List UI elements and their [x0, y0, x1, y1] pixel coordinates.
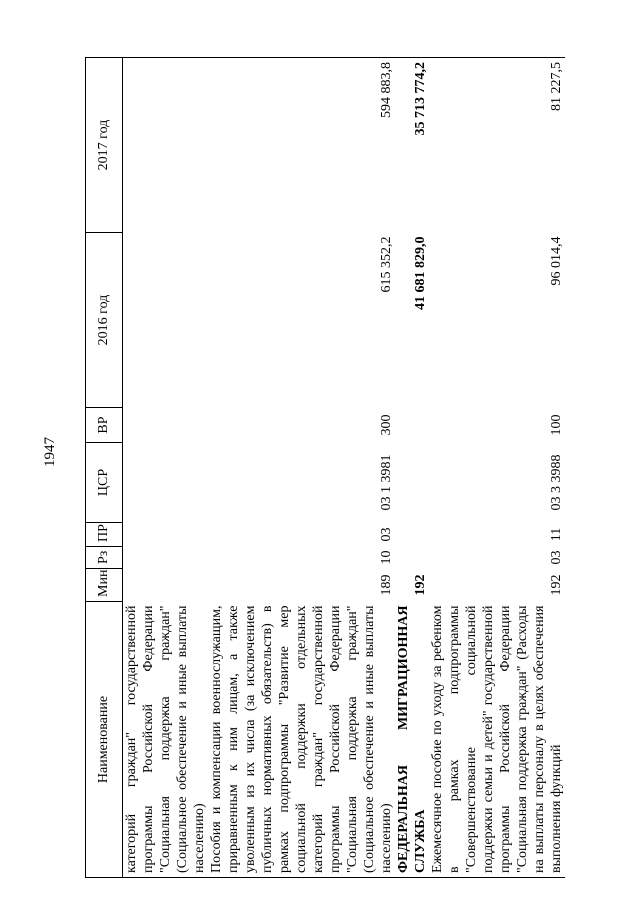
row-name: Ежемесячное пособие по уходу за ребенком в рамках подпрограммы "Совершенствование социальной поддержки семьи и детей" государственной программы Российской Федерации "Социальная поддержка граждан" (Расходы на выплаты персоналу в целях обеспечения выполнения функций: [429, 602, 565, 878]
row-min: 189: [379, 574, 394, 596]
row-2016: 41 681 829,0: [413, 236, 428, 310]
header-2017: 2017 год: [86, 58, 123, 233]
row-vr: [123, 408, 209, 443]
row-pr: 11: [549, 527, 564, 542]
table-row: [208, 58, 395, 878]
row-pr: 03: [379, 527, 394, 542]
rotated-table-container: [85, 58, 610, 878]
header-name: Наименование: [86, 602, 123, 878]
row-csr: 03 3 3988: [549, 454, 564, 511]
header-rz: Рз: [86, 547, 123, 569]
header-min: Мин: [86, 569, 123, 602]
row-2017: 594 883,8: [208, 58, 395, 233]
row-rz: 10: [379, 550, 394, 565]
row-rz: 03: [549, 550, 564, 565]
header-vr: ВР: [86, 408, 123, 443]
header-csr: ЦСР: [86, 443, 123, 523]
row-pr: [123, 523, 209, 547]
table-row: [123, 58, 209, 878]
row-csr: 03 1 3981: [379, 454, 394, 511]
row-2016: [123, 233, 209, 408]
row-2017: [123, 58, 209, 233]
row-pr: [395, 523, 429, 547]
row-vr: 300: [379, 414, 394, 436]
row-rz: [395, 547, 429, 569]
row-csr: [123, 443, 209, 523]
table-header-row: [86, 58, 123, 878]
row-2016: 615 352,2: [379, 236, 394, 293]
budget-table: [85, 57, 565, 878]
row-2016: 96 014,4: [549, 236, 564, 286]
row-name: ФЕДЕРАЛЬНАЯ МИГРАЦИОННАЯ СЛУЖБА: [395, 602, 429, 878]
header-pr: ПР: [86, 523, 123, 547]
table-row: [429, 58, 565, 878]
table-row: [395, 58, 429, 878]
row-vr: [395, 408, 429, 443]
row-vr: 100: [549, 414, 564, 436]
row-min: 192: [549, 574, 564, 596]
row-rz: [123, 547, 209, 569]
row-min: [123, 569, 209, 602]
header-2016: 2016 год: [86, 233, 123, 408]
row-name: категорий граждан" государственной программы Российской Федерации "Социальная поддержка граждан" (Социальное обеспечение и иные выплаты населению): [123, 602, 209, 878]
page-number: 1947: [42, 437, 58, 467]
row-2017: 81 227,5: [429, 58, 565, 233]
row-2017: 35 713 774,2: [395, 58, 429, 233]
row-name: Пособия и компенсации военнослужащим, приравненным к ним лицам, а также уволенным из их числа (за исключением публичных нормативных обязательств) в рамках подпрограммы "Развитие мер социальной поддержки отдельных категорий граждан" государственной программы Российской Федерации "Социальная поддержка граждан" (Социальное обеспечение и иные выплаты населению): [208, 602, 395, 878]
row-csr: [395, 443, 429, 523]
row-min: 192: [413, 574, 428, 596]
